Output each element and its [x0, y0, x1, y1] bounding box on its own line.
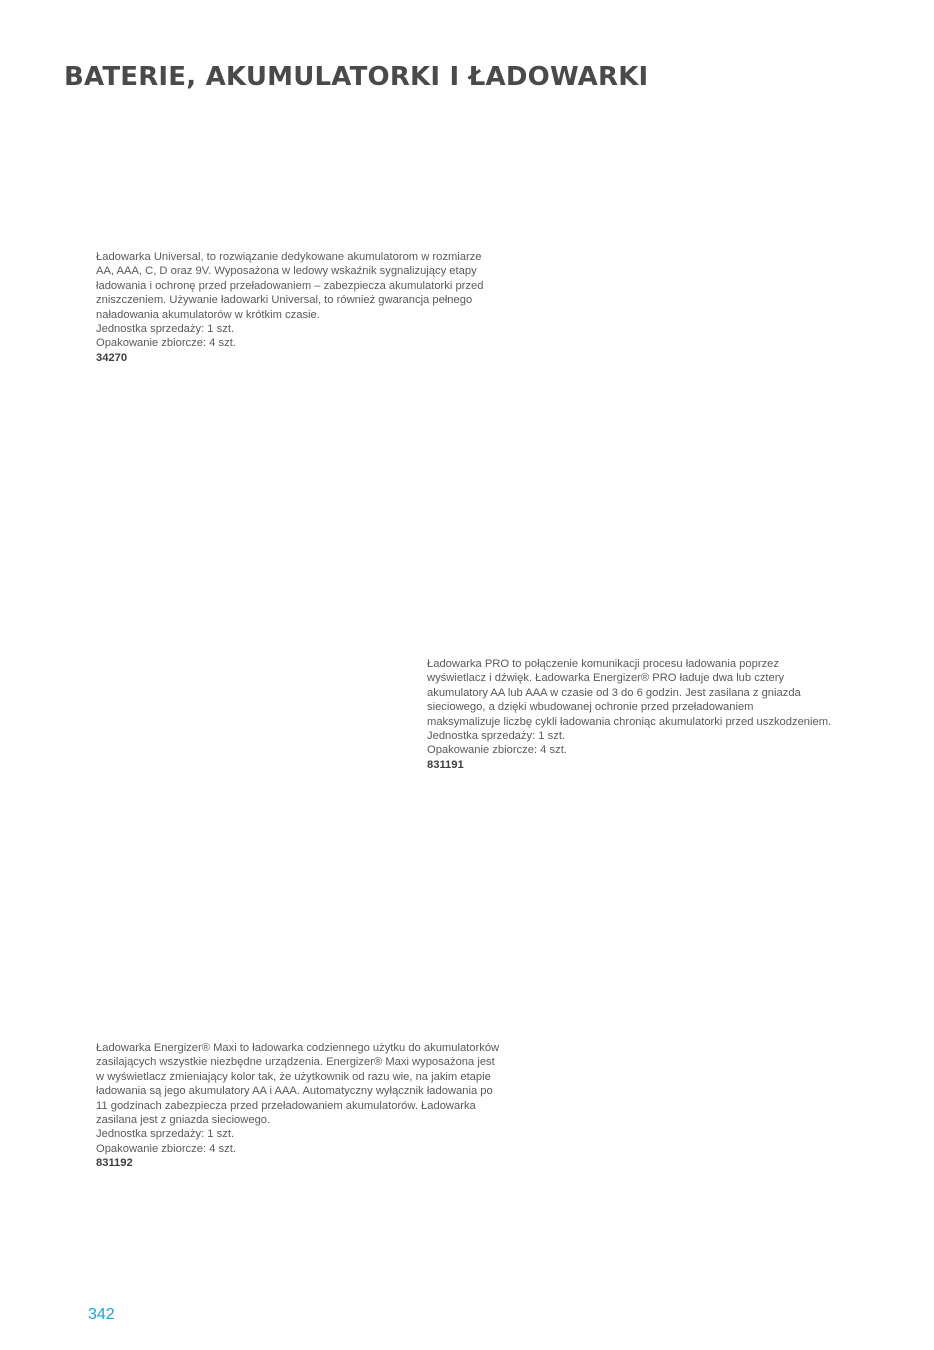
product-description-line: ładowania są jego akumulatory AA i AAA. Automatyczny wyłącznik ładowania po: [96, 1085, 493, 1098]
product-universal-charger: [96, 250, 483, 365]
product-code: 831192: [96, 1157, 133, 1170]
product-description-line: wyświetlacz i dźwięk. Ładowarka Energizer® PRO ładuje dwa lub cztery: [427, 672, 785, 685]
product-description-line: AA, AAA, C, D oraz 9V. Wyposażona w ledowy wskaźnik sygnalizujący etapy: [96, 265, 477, 278]
bulk-packaging: Opakowanie zbiorcze: 4 szt.: [96, 1142, 236, 1155]
bulk-packaging: Opakowanie zbiorcze: 4 szt.: [96, 337, 236, 350]
sales-unit: Jednostka sprzedaży: 1 szt.: [96, 323, 235, 336]
sales-unit: Jednostka sprzedaży: 1 szt.: [427, 730, 566, 743]
product-description-line: Ładowarka Energizer® Maxi to ładowarka codziennego użytku do akumulatorków: [96, 1042, 500, 1054]
product-description-line: ładowania i ochronę przed przeładowaniem – zabezpiecza akumulatorki przed: [96, 279, 484, 292]
product-code: 34270: [96, 351, 128, 364]
product-description-line: zasilających wszystkie niezbędne urządzenia. Energizer® Maxi wyposażona jest: [96, 1056, 495, 1069]
product-description-line: w wyświetlacz zmieniający kolor tak, że użytkownik od razu wie, na jakim etapie: [96, 1070, 491, 1083]
sales-unit: Jednostka sprzedaży: 1 szt.: [96, 1128, 235, 1141]
product-description-line: zasilana jest z gniazda sieciowego.: [96, 1114, 271, 1127]
product-description-line: maksymalizuje liczbę cykli ładowania chroniąc akumulatorki przed uszkodzeniem.: [427, 715, 832, 728]
product-maxi-charger: [96, 1041, 499, 1171]
product-description-line: 11 godzinach zabezpiecza przed przeładowaniem akumulatorów. Ładowarka: [96, 1099, 476, 1112]
page-number: 342: [88, 1306, 115, 1323]
bulk-packaging: Opakowanie zbiorcze: 4 szt.: [427, 744, 567, 757]
product-description-line: Ładowarka Universal, to rozwiązanie dedykowane akumulatorom w rozmiarze: [96, 251, 482, 263]
product-description-line: sieciowego, a dzięki wbudowanej ochronie przed przeładowaniem: [427, 701, 754, 714]
product-description-line: Ładowarka PRO to połączenie komunikacji procesu ładowania poprzez: [427, 658, 779, 670]
product-description-line: naładowania akumulatorów w krótkim czasie.: [96, 308, 320, 321]
page-title: BATERIE, AKUMULATORKI I ŁADOWARKI: [64, 62, 649, 92]
product-description-line: zniszczeniem. Używanie ładowarki Universal, to również gwarancja pełnego: [96, 294, 473, 307]
product-pro-charger: [427, 657, 831, 772]
product-code: 831191: [427, 758, 464, 771]
product-description-line: akumulatory AA lub AAA w czasie od 3 do 6 godzin. Jest zasilana z gniazda: [427, 686, 801, 699]
